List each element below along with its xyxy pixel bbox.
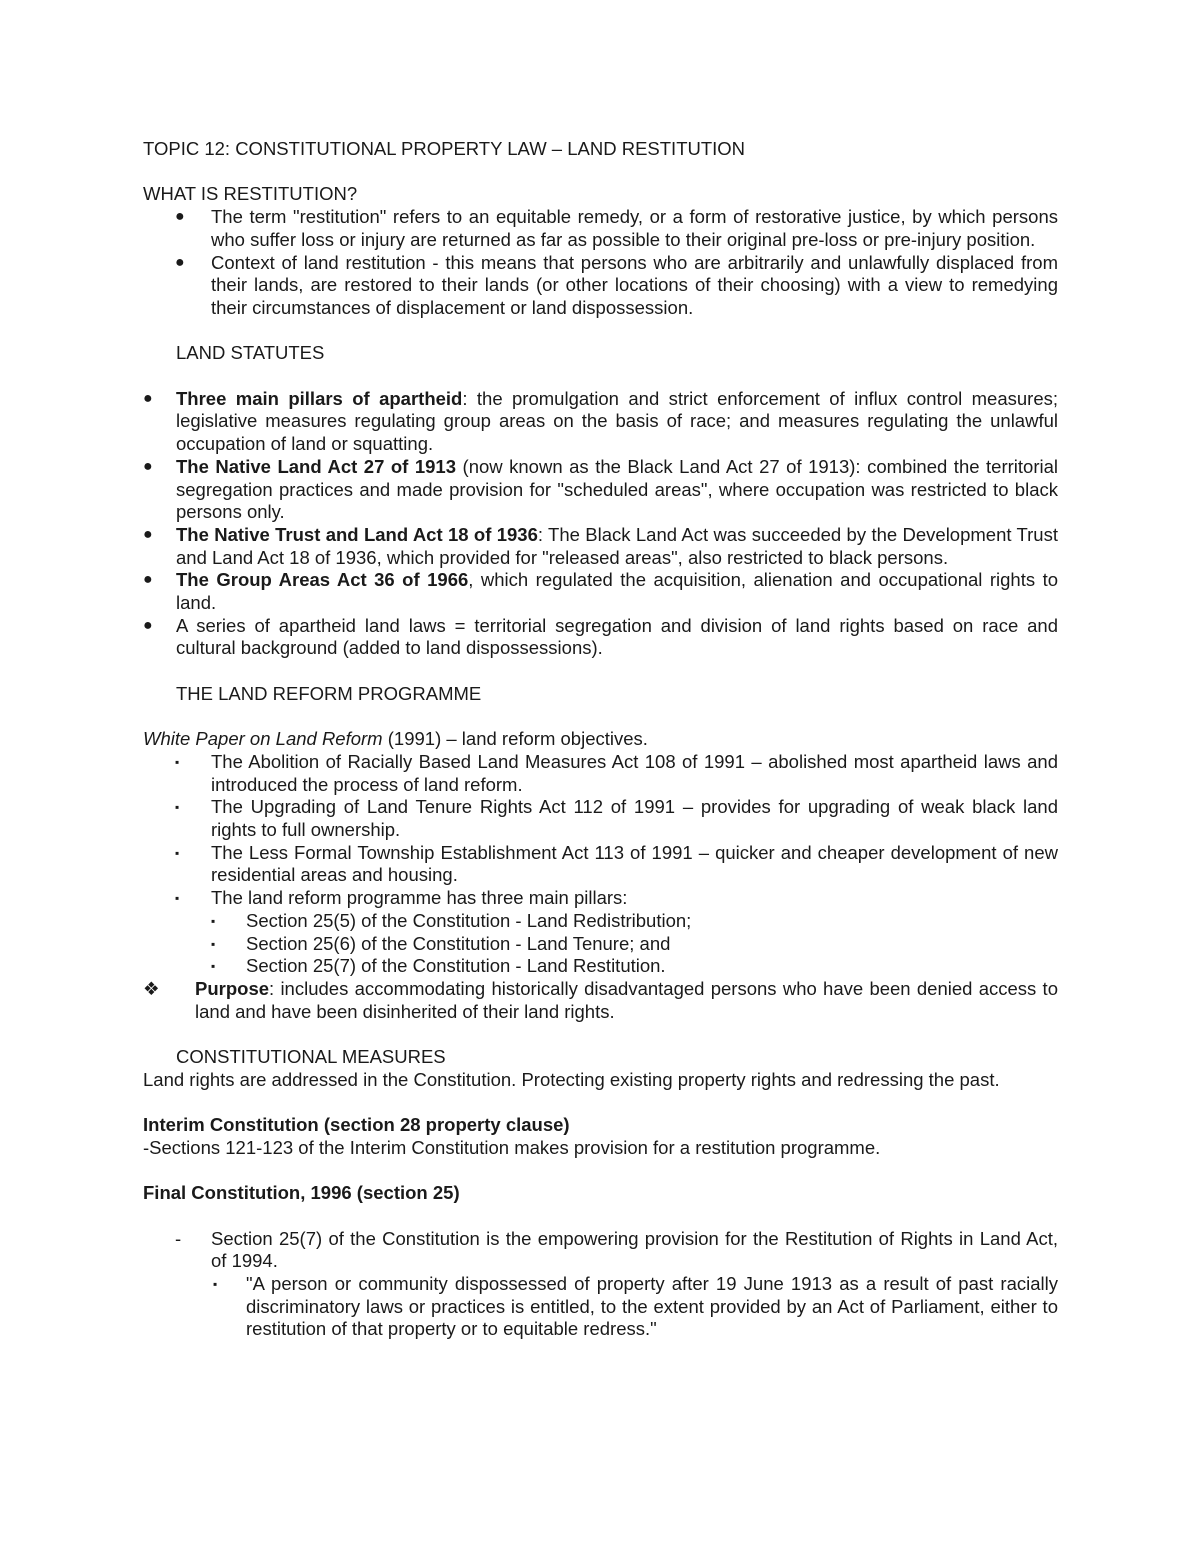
list-item: ❖ Purpose: includes accommodating historically disadvantaged persons who have been denied access to land and have been disinherited of their land rights. [143,977,1058,1022]
bullet-icon: ● [143,457,153,475]
white-paper-line: White Paper on Land Reform (1991) – land reform objectives. [143,728,648,750]
list-item: ▪ Section 25(5) of the Constitution - Land Redistribution; [211,909,692,931]
list-item: ▪ The Abolition of Racially Based Land Measures Act 108 of 1991 – abolished most apartheid laws and introduced the process of land reform. [175,750,1058,795]
section-heading-constitutional: CONSTITUTIONAL MEASURES [176,1046,446,1068]
list-item: - Section 25(7) of the Constitution is the empowering provision for the Restitution of Rights in Land Act, of 1994. [175,1227,1058,1272]
list-item: ▪ The land reform programme has three main pillars: [175,887,628,909]
list-item: ● The Native Land Act 27 of 1913 (now known as the Black Land Act 27 of 1913): combined the territorial segregation practices and made provision for "scheduled areas", where occupation was restricted to black persons only. [143,455,1058,523]
final-list [143,1228,1058,1342]
bullet-icon: ● [143,389,153,407]
diamond-bullet-icon: ❖ [143,977,160,999]
section-heading-what-is: WHAT IS RESTITUTION? [143,183,358,205]
land-statutes-list [143,388,1058,660]
list-item: ▪ The Upgrading of Land Tenure Rights Act 112 of 1991 – provides for upgrading of weak black land rights to full ownership. [175,796,1058,841]
square-bullet-icon: ▪ [175,800,180,815]
final-heading: Final Constitution, 1996 (section 25) [143,1182,460,1204]
dash-bullet-icon: - [175,1227,182,1249]
square-bullet-icon: ▪ [175,845,180,860]
square-bullet-icon: ▪ [211,913,216,928]
constitutional-intro: Land rights are addressed in the Constitution. Protecting existing property rights and redressing the past. [143,1068,1000,1090]
document-page [143,138,1058,1341]
bullet-icon: ● [143,616,153,634]
list-item: ▪ Section 25(6) of the Constitution - Land Tenure; and [211,932,671,954]
list-item: ● The Native Trust and Land Act 18 of 1936: The Black Land Act was succeeded by the Development Trust and Land Act 18 of 1936, which provided for "released areas", also restricted to black persons. [143,523,1058,568]
square-bullet-icon: ▪ [211,936,216,951]
list-item: ● The Group Areas Act 36 of 1966, which regulated the acquisition, alienation and occupational rights to land. [143,569,1059,614]
interim-heading: Interim Constitution (section 28 property clause) [143,1114,570,1136]
square-bullet-icon: ▪ [175,754,180,769]
reform-list [143,751,1058,1023]
list-item: ▪ "A person or community dispossessed of property after 19 June 1913 as a result of past racially discriminatory laws or practices is entitled, to the extent provided by an Act of Parliament, either to restitution of that property or to equitable redress." [213,1273,1058,1340]
bullet-icon: ● [175,208,185,226]
list-item: ● A series of apartheid land laws = territorial segregation and division of land rights based on race and cultural background (added to land dispossessions). [143,614,1058,659]
square-bullet-icon: ▪ [175,891,180,906]
bullet-icon: ● [175,253,185,271]
list-item: ● Context of land restitution - this means that persons who are arbitrarily and unlawfully displaced from their lands, are restored to their lands (or other locations of their choosing) with a view to remedying their circumstances of displacement or land dispossession. [175,251,1058,318]
list-item: ● Three main pillars of apartheid: the promulgation and strict enforcement of influx control measures; legislative measures regulating group areas on the basis of race; and measures regulating the unlawful occupation of land or squatting. [143,387,1058,455]
interim-text: -Sections 121-123 of the Interim Constitution makes provision for a restitution programme. [143,1136,881,1158]
square-bullet-icon: ▪ [211,959,216,974]
section-heading-land-statutes: LAND STATUTES [176,342,325,364]
what-is-list [143,206,1058,320]
list-item: ▪ Section 25(7) of the Constitution - Land Restitution. [211,955,666,977]
page-title: TOPIC 12: CONSTITUTIONAL PROPERTY LAW – LAND RESTITUTION [143,138,746,159]
bullet-icon: ● [143,571,153,589]
bullet-icon: ● [143,525,153,543]
list-item: ▪ The Less Formal Township Establishment Act 113 of 1991 – quicker and cheaper development of new residential areas and housing. [175,841,1058,886]
square-bullet-icon: ▪ [213,1277,218,1292]
section-heading-reform: THE LAND REFORM PROGRAMME [176,682,482,704]
list-item: ● The term "restitution" refers to an equitable remedy, or a form of restorative justice, by which persons who suffer loss or injury are returned as far as possible to their original pre-loss or pre-injury position. [175,206,1058,250]
